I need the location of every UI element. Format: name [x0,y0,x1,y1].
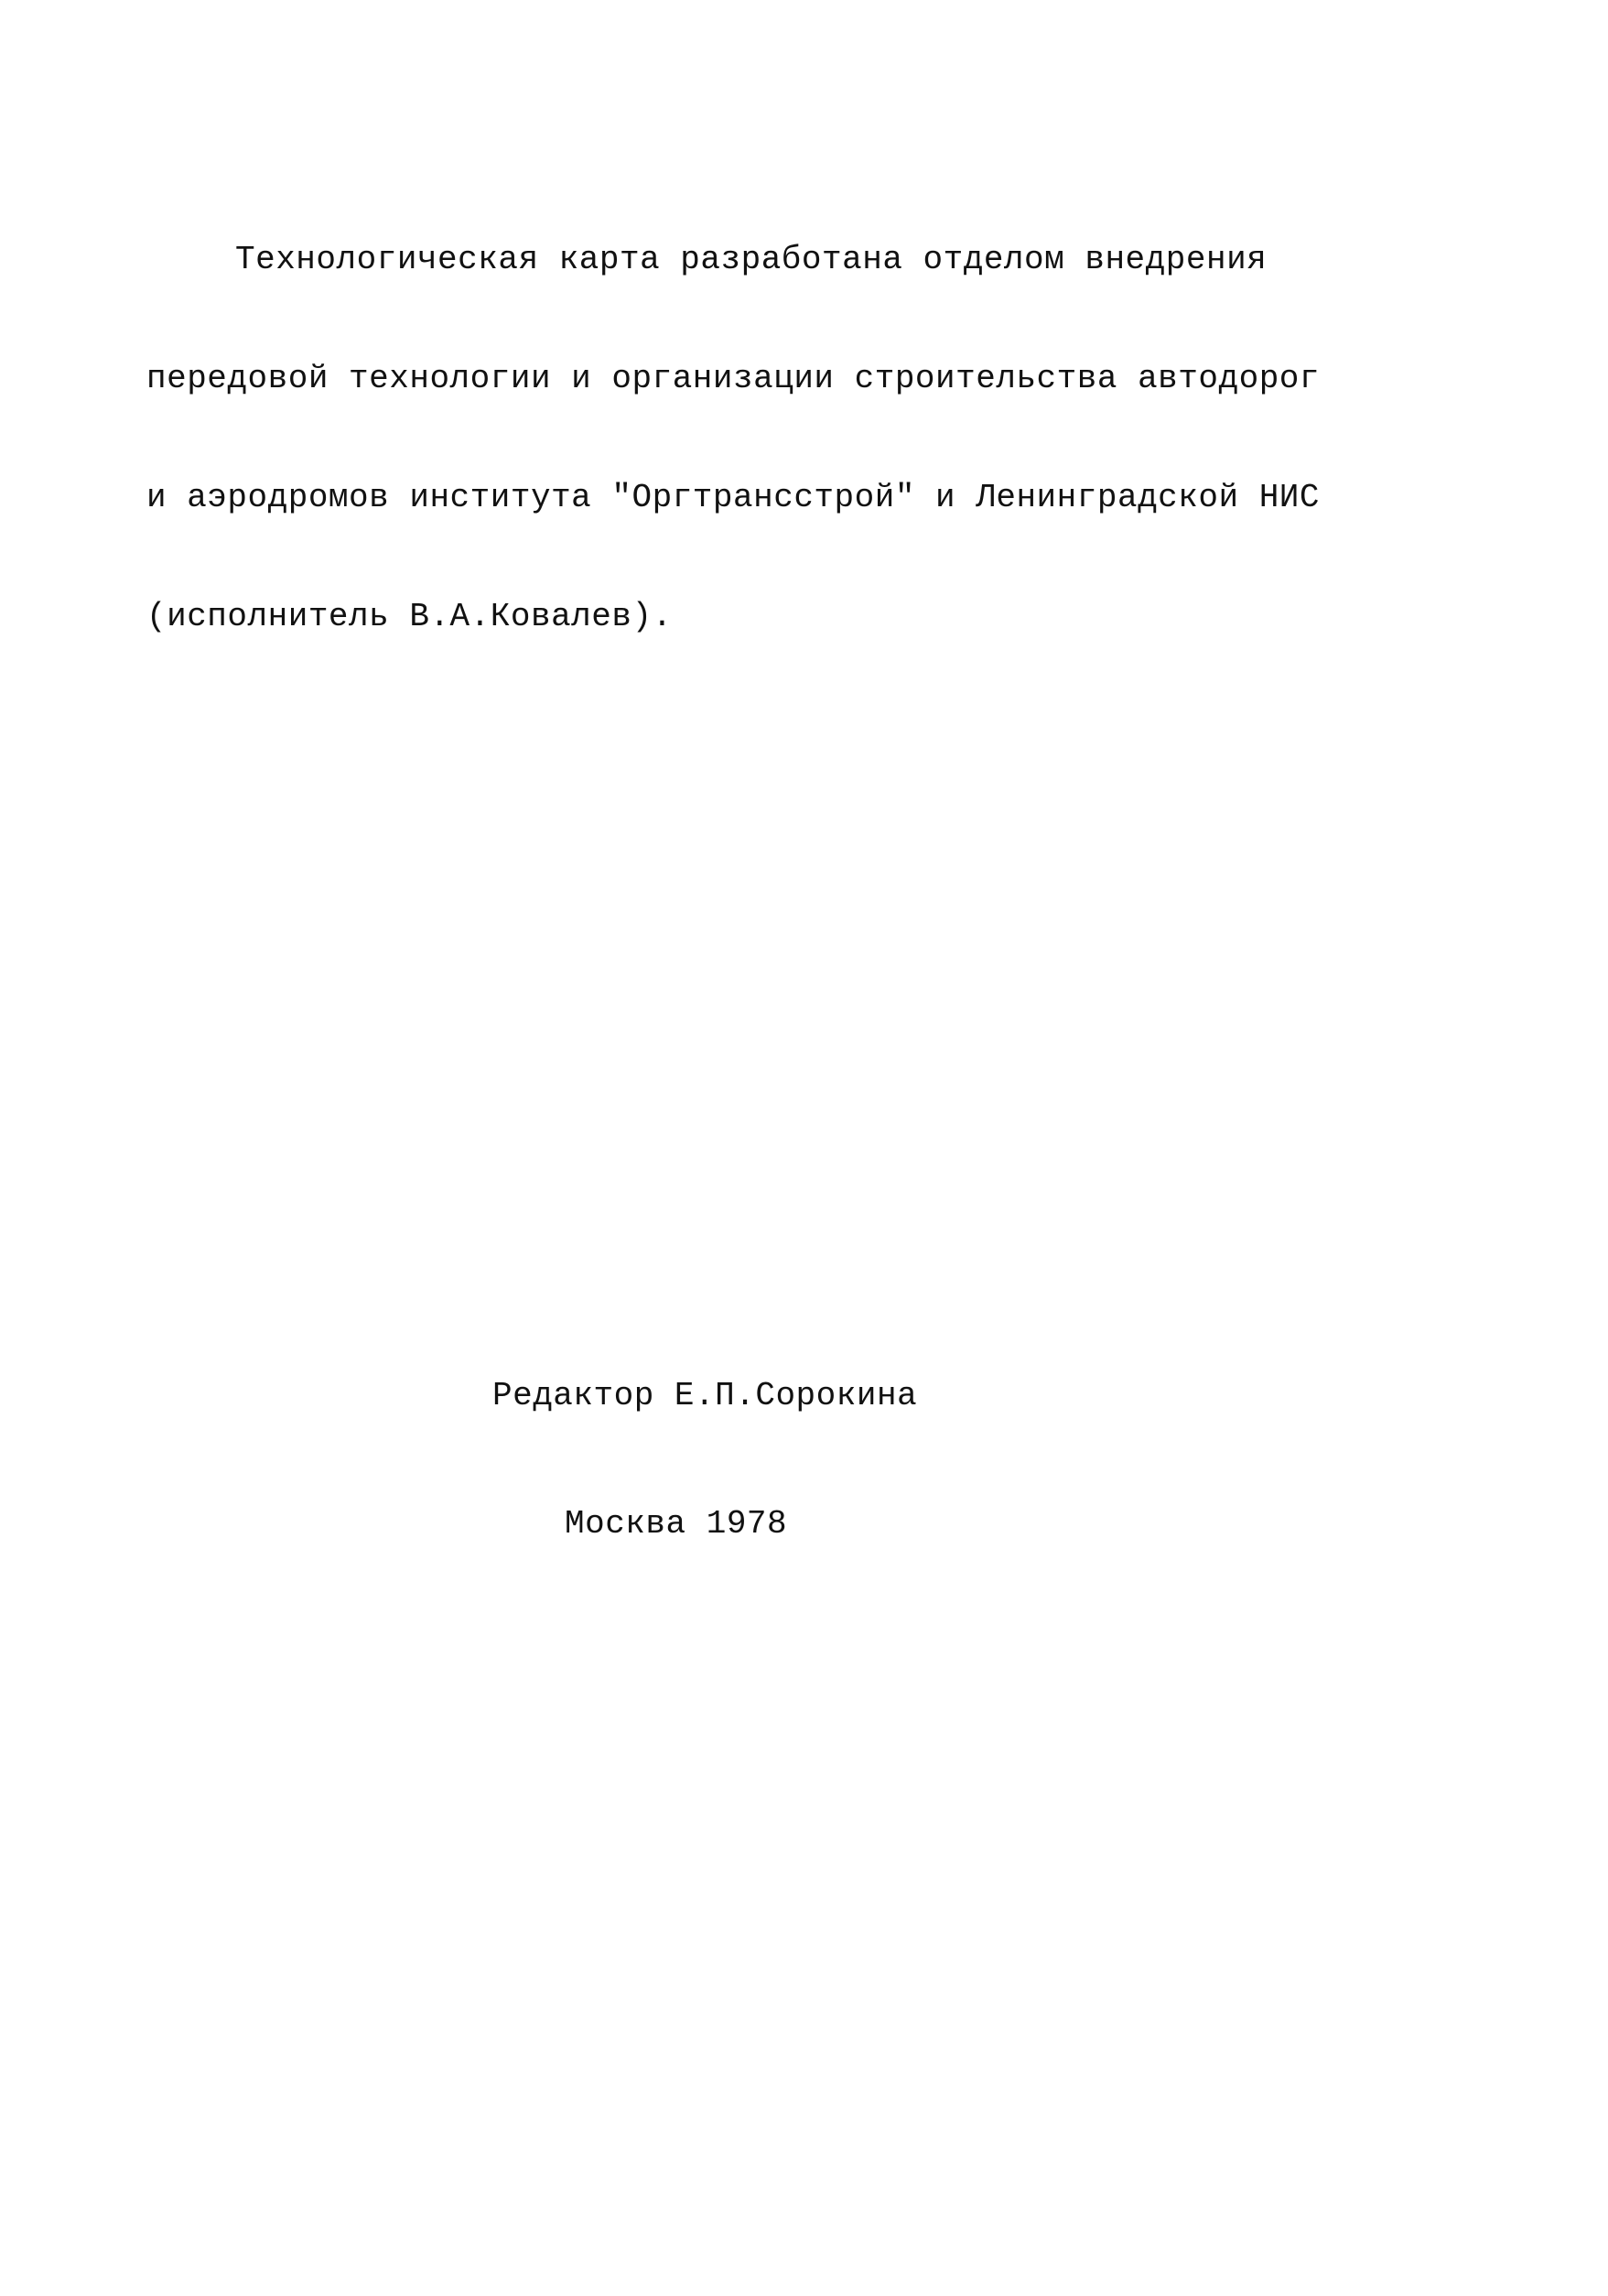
paragraph-line-4: (исполнитель В.А.Ковалев). [146,598,673,635]
paragraph-line-2: передовой технологии и организации строительства автодорог [146,360,1321,397]
paragraph-line-1: Технологическая карта разработана отделом внедрения [235,241,1268,278]
editor-credit: Редактор Е.П.Сорокина [492,1377,918,1414]
place-and-year: Москва 1978 [565,1505,788,1543]
paragraph-line-3: и аэродромов института "Оргтрансстрой" и Ленинградской НИС [146,479,1321,516]
